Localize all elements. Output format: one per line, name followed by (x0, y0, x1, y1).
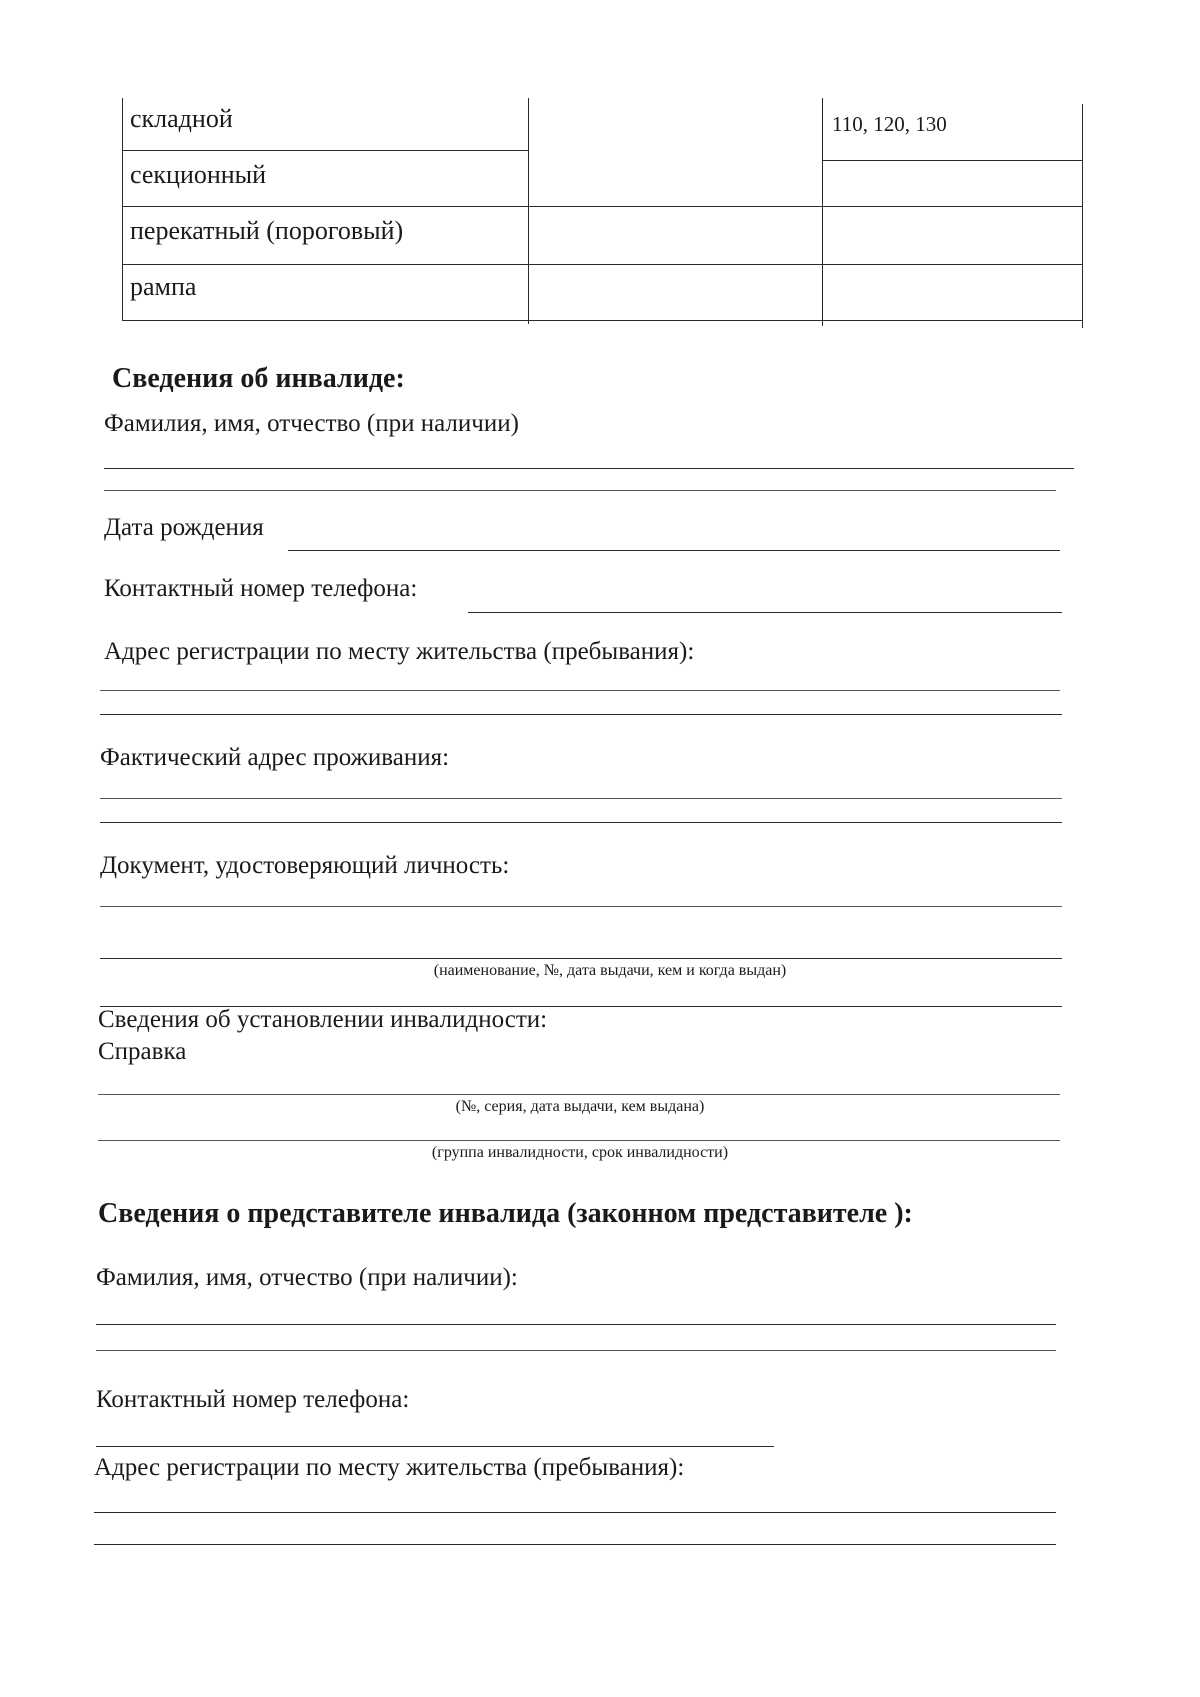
table-row-line (122, 264, 1082, 265)
representative-full-name-label: Фамилия, имя, отчество (при наличии): (96, 1264, 518, 1291)
table-right-border (1082, 104, 1083, 328)
certificate-caption: (№, серия, дата выдачи, кем выдана) (455, 1098, 705, 1115)
representative-registration-address-line[interactable] (94, 1544, 1056, 1545)
actual-address-line[interactable] (100, 798, 1062, 799)
table-left-border (122, 98, 123, 320)
registration-address-label: Адрес регистрации по месту жительства (пребывания): (104, 638, 695, 665)
phone-line[interactable] (468, 612, 1062, 613)
table-cell-label: секционный (130, 160, 267, 189)
registration-address-line[interactable] (100, 690, 1060, 691)
id-document-caption: (наименование, №, дата выдачи, кем и когда выдан) (433, 962, 787, 979)
table-row-line (122, 150, 528, 151)
certificate-label: Справка (98, 1038, 187, 1065)
actual-address-line[interactable] (100, 822, 1062, 823)
table-cell-label: складной (130, 104, 233, 133)
representative-registration-address-label: Адрес регистрации по месту жительства (пребывания): (94, 1454, 685, 1481)
table-cell-label: рампа (130, 272, 197, 301)
representative-full-name-line[interactable] (96, 1350, 1056, 1351)
full-name-label: Фамилия, имя, отчество (при наличии) (104, 410, 519, 437)
id-document-line[interactable] (100, 958, 1062, 959)
disability-group-caption: (группа инвалидности, срок инвалидности) (431, 1144, 729, 1161)
section-heading-representative: Сведения о представителе инвалида (законном представителе ): (98, 1198, 913, 1229)
disability-group-line[interactable] (98, 1140, 1060, 1141)
birth-date-label: Дата рождения (104, 514, 264, 541)
registration-address-line[interactable] (100, 714, 1062, 715)
birth-date-line[interactable] (288, 550, 1060, 551)
actual-address-label: Фактический адрес проживания: (100, 744, 450, 771)
table-bottom-border (122, 320, 1082, 321)
certificate-line[interactable] (98, 1094, 1060, 1095)
representative-registration-address-line[interactable] (94, 1512, 1056, 1513)
table-row-line (822, 160, 1082, 161)
phone-label: Контактный номер телефона: (104, 575, 418, 602)
table-cell-label: перекатный (пороговый) (130, 216, 404, 245)
table-cell-value: 110, 120, 130 (832, 112, 947, 136)
representative-phone-line[interactable] (96, 1446, 774, 1447)
representative-phone-label: Контактный номер телефона: (96, 1386, 410, 1413)
section-heading-disabled-person: Сведения об инвалиде: (112, 363, 405, 394)
full-name-line[interactable] (104, 490, 1056, 491)
disability-info-label: Сведения об установлении инвалидности: (98, 1006, 548, 1033)
id-document-label: Документ, удостоверяющий личность: (100, 852, 510, 879)
table-column-divider (528, 98, 529, 324)
full-name-line[interactable] (104, 468, 1074, 469)
id-document-line[interactable] (100, 906, 1062, 907)
representative-full-name-line[interactable] (96, 1324, 1056, 1325)
table-column-divider (822, 98, 823, 326)
table-row-line (122, 206, 1082, 207)
